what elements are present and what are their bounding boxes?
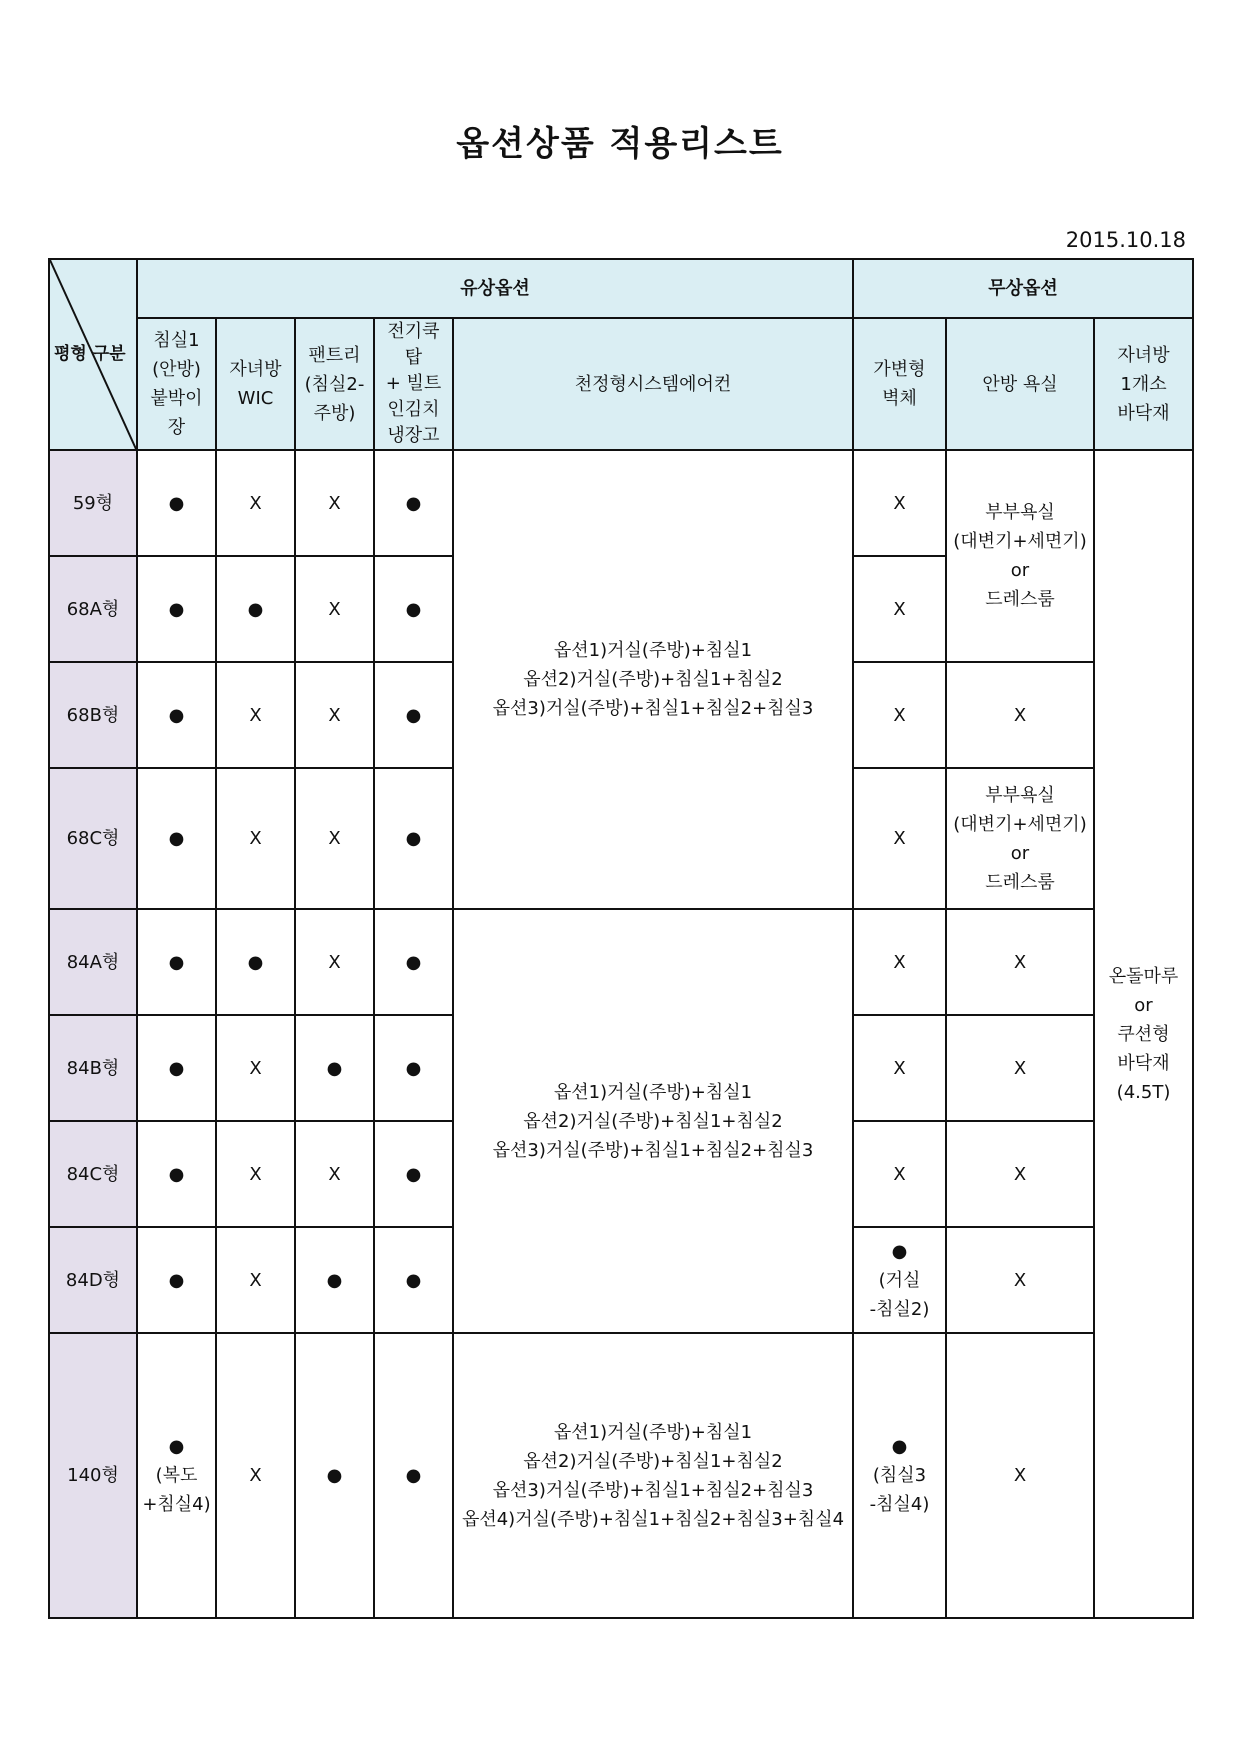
cell-wall: X	[853, 450, 946, 556]
cell-wall: X	[853, 662, 946, 768]
table-header	[49, 259, 1193, 450]
table-body	[49, 450, 1193, 1618]
aircon-options-group1: 옵션1)거실(주방)+침실1 옵션2)거실(주방)+침실1+침실2 옵션3)거실(주방)+침실1+침실2+침실3	[453, 450, 853, 909]
cell-wic: ●	[216, 556, 295, 662]
cell-pantry: ●	[295, 1015, 374, 1121]
cell-appliance: ●	[374, 768, 453, 909]
cell-wic: X	[216, 662, 295, 768]
table-row	[49, 450, 1193, 556]
cell-wic: X	[216, 1121, 295, 1227]
aircon-options-140: 옵션1)거실(주방)+침실1 옵션2)거실(주방)+침실1+침실2 옵션3)거실(주방)+침실1+침실2+침실3 옵션4)거실(주방)+침실1+침실2+침실3+침실4	[453, 1333, 853, 1618]
cell-wic: X	[216, 1227, 295, 1333]
document-date: 2015.10.18	[1065, 228, 1186, 252]
col-header-wic: 자녀방 WIC	[216, 318, 295, 450]
cell-bed1: ●	[137, 1227, 216, 1333]
cell-master-bath-merged: 부부욕실 (대변기+세면기) or 드레스룸	[946, 450, 1094, 662]
row-type: 140형	[49, 1333, 137, 1618]
cell-wall: X	[853, 768, 946, 909]
row-type: 84C형	[49, 1121, 137, 1227]
cell-pantry: X	[295, 1121, 374, 1227]
cell-master-bath: X	[946, 1121, 1094, 1227]
table-row	[49, 909, 1193, 1015]
cell-pantry: ●	[295, 1227, 374, 1333]
col-header-floor: 자녀방 1개소 바닥재	[1094, 318, 1193, 450]
col-header-appliance: 전기쿡 탑 + 빌트 인김치 냉장고	[374, 318, 453, 450]
aircon-options-group2: 옵션1)거실(주방)+침실1 옵션2)거실(주방)+침실1+침실2 옵션3)거실(주방)+침실1+침실2+침실3	[453, 909, 853, 1333]
cell-master-bath: X	[946, 1227, 1094, 1333]
col-header-bed1-wardrobe: 침실1 (안방) 붙박이 장	[137, 318, 216, 450]
cell-wic: X	[216, 1015, 295, 1121]
row-type: 84B형	[49, 1015, 137, 1121]
cell-pantry: X	[295, 909, 374, 1015]
cell-bed1: ●	[137, 662, 216, 768]
cell-wic: ●	[216, 909, 295, 1015]
col-header-wall: 가변형 벽체	[853, 318, 946, 450]
cell-pantry: X	[295, 662, 374, 768]
cell-bed1: ●	[137, 450, 216, 556]
cell-wic: X	[216, 1333, 295, 1618]
cell-wall: ● (침실3 -침실4)	[853, 1333, 946, 1618]
paid-options-header: 유상옵션	[137, 259, 853, 318]
row-type: 84D형	[49, 1227, 137, 1333]
col-header-aircon: 천정형시스템에어컨	[453, 318, 853, 450]
cell-bed1: ●	[137, 1121, 216, 1227]
cell-appliance: ●	[374, 1015, 453, 1121]
option-table	[48, 258, 1194, 1619]
corner-header-cell	[49, 259, 137, 450]
cell-master-bath: X	[946, 1015, 1094, 1121]
cell-pantry: ●	[295, 1333, 374, 1618]
cell-floor-merged: 온돌마루 or 쿠션형 바닥재 (4.5T)	[1094, 450, 1193, 1618]
table-row	[49, 1333, 1193, 1618]
cell-appliance: ●	[374, 556, 453, 662]
cell-wall: X	[853, 556, 946, 662]
cell-wic: X	[216, 450, 295, 556]
cell-bed1: ● (복도 +침실4)	[137, 1333, 216, 1618]
cell-wall: ● (거실 -침실2)	[853, 1227, 946, 1333]
cell-bed1: ●	[137, 1015, 216, 1121]
cell-wall: X	[853, 1015, 946, 1121]
cell-wall: X	[853, 909, 946, 1015]
cell-master-bath: 부부욕실 (대변기+세면기) or 드레스룸	[946, 768, 1094, 909]
cell-wall: X	[853, 1121, 946, 1227]
page-title: 옵션상품 적용리스트	[456, 124, 784, 164]
row-type: 68C형	[49, 768, 137, 909]
cell-bed1: ●	[137, 909, 216, 1015]
cell-appliance: ●	[374, 909, 453, 1015]
cell-pantry: X	[295, 450, 374, 556]
col-header-master-bath: 안방 욕실	[946, 318, 1094, 450]
cell-appliance: ●	[374, 662, 453, 768]
cell-bed1: ●	[137, 556, 216, 662]
row-type: 84A형	[49, 909, 137, 1015]
cell-wic: X	[216, 768, 295, 909]
cell-master-bath: X	[946, 662, 1094, 768]
corner-label: 평형 구분	[54, 344, 126, 364]
cell-appliance: ●	[374, 1227, 453, 1333]
cell-master-bath: X	[946, 1333, 1094, 1618]
row-type: 68B형	[49, 662, 137, 768]
row-type: 59형	[49, 450, 137, 556]
cell-pantry: X	[295, 768, 374, 909]
row-type: 68A형	[49, 556, 137, 662]
cell-appliance: ●	[374, 450, 453, 556]
cell-bed1: ●	[137, 768, 216, 909]
cell-appliance: ●	[374, 1333, 453, 1618]
col-header-pantry: 팬트리 (침실2- 주방)	[295, 318, 374, 450]
cell-appliance: ●	[374, 1121, 453, 1227]
cell-master-bath: X	[946, 909, 1094, 1015]
cell-pantry: X	[295, 556, 374, 662]
free-options-header: 무상옵션	[853, 259, 1193, 318]
